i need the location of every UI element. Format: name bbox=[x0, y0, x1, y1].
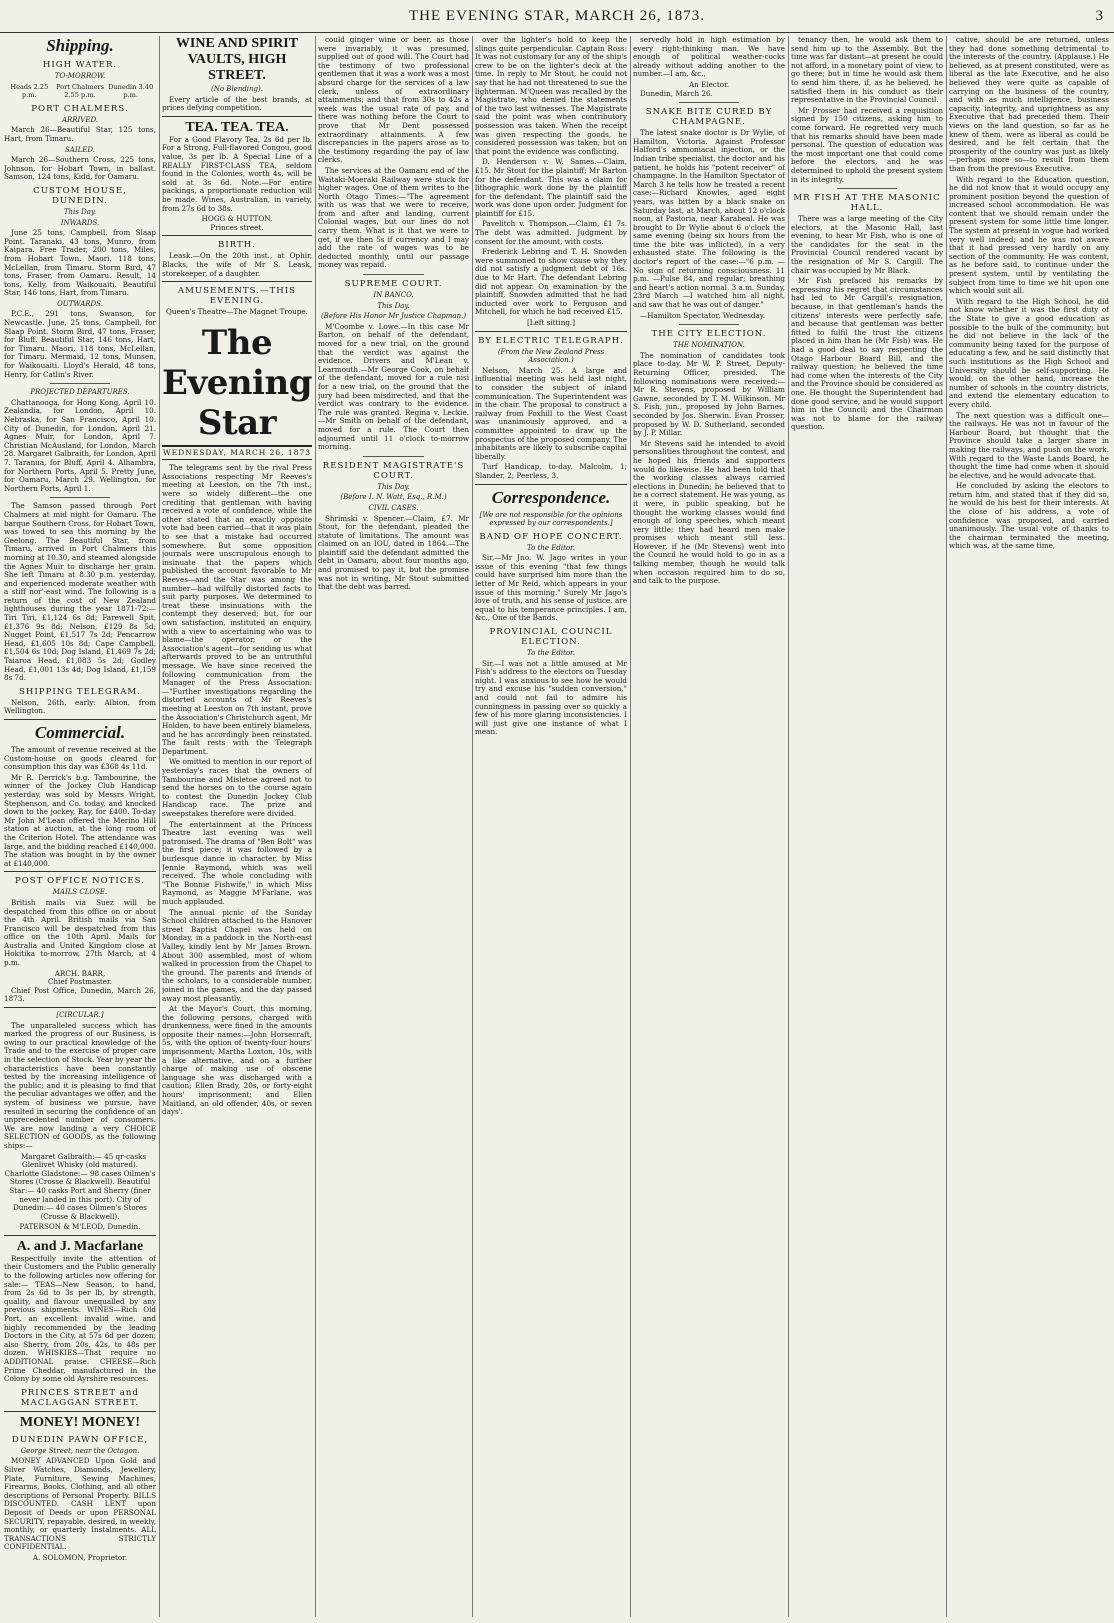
court-day: This Day. bbox=[377, 301, 410, 310]
leader-paragraph-3: The entertainment at the Princess Theatre last evening was well patronised. The drama of "Ben Bolt" was the first piece; it was followed by a burlesque dance in character, by Miss Jennie Raymond, which was well received. The whole concluding with "The Bonnie Fishwife," in which Miss Raymond, as Maggie M'Farlane, was much applauded. bbox=[162, 819, 312, 906]
electric-telegraph-text: Nelson, March 25. A large and influential meeting was held last night, to consider the subject of inland communication. The Superintendent was in the chair. The proposal to construct a railway from Foxhill to the West Coast was unanimously approved, and a committee appointed to draw up the prospectus of the proposed company. The inhabitants are likely to subscribe capital liberally. bbox=[475, 365, 627, 461]
provincial-election-text: Sir,—I was not a little amused at Mr Fish's address to the electors on Tuesday night. I was anxious to see how he would try and excuse his "sudden conversion," and could not fail to admire his cunningness in passing over so quickly a few of his more glaring inconsistencies. I will just give one instance of what I mean. bbox=[475, 658, 627, 737]
provincial-election-to: To the Editor. bbox=[527, 649, 575, 658]
band-of-hope-heading: BAND OF HOPE CONCERT. bbox=[479, 531, 623, 542]
macfarlane-text: Respectfully invite the attention of their Customers and the Public generally to the following articles now offering for sale:— TEAS—New Season, to hand, from 2s 6d to 3s per lb, by strength, quality, and flavour unequalled by any previous shipments. WINES—Rich Old Port, an excellent invalid wine, and highly recommended by the leading Doctors in the City, at 57s 6d per dozen; also Sherry, from 20s, 42s, to 48s per dozen. WHISKIES—That require no ADDITIONAL praise. CHEESE—Rich Prime Cheddar, manufactured in the Colony by some old Ayrshire resources. bbox=[4, 1253, 156, 1384]
pawn-office-proprietor: A. SOLOMON, Proprietor. bbox=[32, 1552, 128, 1562]
page-number: 3 bbox=[1095, 8, 1104, 24]
birth-heading: BIRTH. bbox=[218, 240, 256, 251]
column-5 bbox=[633, 36, 785, 1617]
correspondence-disclaimer: [We are not responsible for the opinions expressed by our correspondents.] bbox=[479, 510, 623, 528]
provincial-election-heading: PROVINCIAL COUNCIL ELECTION. bbox=[489, 627, 613, 648]
projected-heading: PROJECTED DEPARTURES. bbox=[30, 388, 130, 397]
tide-port: Port Chalmers 2.55 p.m. bbox=[55, 82, 105, 100]
commercial-heading: Commercial. bbox=[34, 723, 126, 742]
paterson-signature: PATERSON & M'LEOD, Dunedin. bbox=[19, 1222, 141, 1232]
snake-bite-heading: SNAKE BITE CURED BY CHAMPAGNE. bbox=[645, 107, 773, 128]
col4-text-2: D. Henderson v. W. Sames.—Claim, £15. Mr Stout for the plaintiff; Mr Barton for the defendant. This was a claim for lithographic work done by the plaintiff for the defendant. The plaintiff said the work was done upon order. Judgment for plaintiff for £15. bbox=[475, 157, 627, 218]
pawn-office-subhead: George Street, near the Octagon. bbox=[20, 1446, 140, 1455]
hogg-hutton: HOGG & HUTTON, bbox=[201, 214, 273, 224]
customs-heading: CUSTOM HOUSE, DUNEDIN. bbox=[33, 185, 127, 206]
in-banco-subhead: IN BANCO. bbox=[373, 291, 414, 300]
customs-subhead: This Day. bbox=[63, 207, 97, 216]
nomination-subhead: THE NOMINATION. bbox=[673, 341, 745, 350]
col3-text-1: could ginger wine or beer, as those were invariably, it was presumed, supplied out of good will. The Court had the testimony of two professional gentlemen that it was a work was a most absurd charge for the services of a law clerk, unless of extraordinary attainments; and that from 30s to 42s a week was the usual rate of pay, and there was nothing before the Court to prove that Mr Dent possessed extraordinary attainments. A few discrepancies in the papers arose as to the testimony regarding the pay of law clerks. bbox=[318, 36, 469, 165]
inwards-heading: INWARDS. bbox=[60, 218, 100, 227]
sailed-heading: SAILED. bbox=[65, 145, 95, 154]
correspondence-heading: Correspondence. bbox=[491, 487, 611, 507]
wine-vaults-subhead: (No Blending). bbox=[211, 85, 263, 93]
cargo-list: Margaret Galbraith:— 45 qr-casks Glenlivet Whisky (old matured). Charlotte Gladstone:— 98 cases Oilmen's Stores (Crosse & Blackwell). Beautiful Star:— 40 casks Port and Sherry (finer never landed in this port). City of Dunedin:— 40 cases Oilmen's Stores (Crosse & Blackwell). bbox=[4, 1151, 156, 1221]
rm-court-day: This Day. bbox=[377, 482, 410, 491]
telegram-heading: SHIPPING TELEGRAM. bbox=[19, 686, 141, 697]
column-3 bbox=[318, 36, 469, 1617]
outwards-text: P.C.E., 291 tons, Swanson, for Newcastle. June, 25 tons, Campbell, for Slaap Point. Storm Bird, 47 tons, Fraser, for Bluff. Beautiful Star, 146 tons, Hart, for Timaru. Maori, 118 tons, McLellan, for Timaru. Mermaid, 12 tons, Munsen, for Waikouaiti. Lloyd's Herald, 48 tons, Henry, for Catlin's River. bbox=[4, 309, 156, 379]
sailed-text: March 26—Southern Cross, 225 tons, Johnson, for Hobart Town, in ballast. Samson, 124 tons, Kidd, for Oamaru. bbox=[4, 155, 156, 182]
wine-vaults-heading: WINE AND SPIRIT VAULTS, HIGH STREET. bbox=[175, 36, 299, 83]
court-judge: (Before His Honor Mr Justice Chapman.) bbox=[320, 312, 467, 321]
high-water-heading: HIGH WATER. bbox=[42, 60, 118, 70]
col7-text-1: cative, should be are returned, unless they had done something detrimental to the interests of the country. (Applause.) He believed, as at present constituted, were as liberal as the late Executive, and he also believed they were quite as capable of carrying on the business of the country, and with as much intelligence, business capacity, integrity, and uprightness as any Executive that had preceded them. Their views on the land question, so far as he knew of them, were as liberal as could be desired, and he felt certain that the prosperity of the country was just as likely—perhaps more so—to result from them than from the previous Executive. bbox=[949, 36, 1109, 173]
projected-text: Chattanooga, for Hong Kong, April 10. Zealandia, for London, April 10. Nebraska, for San Francisco, April 10. City of Dunedin, for London, April 21. Agnes Muir, for London, April 7. Christian McAusland, for London, March 28. Margaret Galbraith, for London, April 7. Taranua, for Bluff, April 4. Alhambra, for Northern Ports, April 5. Pretty June, for Oamaru, March 29. Wellington, for Northern Ports, April 1. bbox=[4, 397, 156, 493]
post-office-place: Chief Post Office, Dunedin, March 26, 1873. bbox=[4, 985, 156, 1004]
postmaster-title: Chief Postmaster. bbox=[48, 977, 112, 987]
snake-bite-text: The latest snake doctor is Dr Wylie, of Hamilton, Victoria. Against Professor Halford's ammoniacal injection, or the Indian tribe specialist, the doctor and his patient, he holds his "potent receiver" of champagne. In the Hamilton Spectator of March 3 he tells how he treated a recent case:—Richard Knowles, aged eight years, was bitten by a black snake on Saturday last, at March, about 12 o'clock noon, at Pastoria, near Karabeal. He was brought to Dr Wylie about 6 o'clock the same evening (being six hours from the time the bite was inflicted), in a very exhausted state. The following is the doctor's report of the case:—"6 p.m. —No sign of returning consciousness. 11 p.m. —Pulse 84, and regular; breathing and heart's action normal. 3 a.m. Sunday, 23rd March —I watched him all night, and saw that he was out of danger." bbox=[633, 128, 785, 310]
civil-cases-heading: CIVIL CASES. bbox=[368, 503, 419, 512]
commercial-text-2: Mr R. Derrick's b.g. Tambourine, the winner of the Jockey Club Handicap yesterday, was sold by Messrs Wright, Stephenson, and Co. today, and knocked down to the jockey, Ray, for £400. To-day Mr John M'Lean offered the Merino Hill station at auction, at the long room of the Criterion Hotel. The attendance was large, and the bidding reached £140,000. The station was bought in by the owner at £140,000. bbox=[4, 772, 156, 868]
elector-signature: An Elector. bbox=[688, 79, 730, 89]
circular-text: The unparalleled success which has marked the progress of our Business, is owing to our practical knowledge of the Trade and to the exercise of proper care in the selection of Stock. Year by year the characteristics have been constantly tested by the increasing intelligence of the public; and it is pleasing to find that the peculiar advantages we offer, and the system of business we pursue, have resulted in securing the confidence of an unprecedented number of consumers. We are now landing a very CHOICE SELECTION of GOODS, as the following ships:— bbox=[4, 1020, 156, 1150]
pawn-office-heading: DUNEDIN PAWN OFFICE, bbox=[11, 1434, 149, 1445]
col7-text-3: With regard to the High School, he did not know whether it was the first duty of the State to give a good education as possible to the bulk of the community; but he did not believe in the lack of the community being taxed for the purpose of educating a few, and he said distinctly that such institutions as the High School and University should be self-supporting. He would, on the other hand, increase the number of schools in the country districts, and extend the elementary education to every child. bbox=[949, 296, 1109, 409]
arrived-text: March 26—Beautiful Star, 125 tons, Hart, from Timaru. bbox=[4, 125, 156, 143]
left-sitting: [Left sitting.] bbox=[526, 318, 576, 327]
col7-text-5: He concluded by asking the electors to return him, and stated that if they did so, he would do his best for their interests. At the close of his address, a vote of confidence was proposed, and carried unanimously. The usual vote of thanks to the chairman terminated the meeting, which was, at the same time, bbox=[949, 481, 1109, 551]
tea-heading: TEA. TEA. TEA. bbox=[185, 119, 289, 135]
col4-text-4: Frederick Lebring and T. H. Snowden were summoned to show cause why they did not satisfy a judgment debt of 16s. due to Mr Hart. The defendant Lebring did not appear. On examination by the plaintiff, Snowden admitted that he had inducted over work to Ferguson and Mitchell, for which he had received £15. bbox=[475, 247, 627, 317]
elector-date: Dunedin, March 26. bbox=[640, 88, 713, 98]
commercial-text-1: The amount of revenue received at the Custom-house on goods cleared for consumption this day was £368 4s 11d. bbox=[4, 745, 156, 772]
macfarlane-heading: A. and J. Macfarlane bbox=[16, 1238, 144, 1254]
tea-text: For a Good Flavory Tea, 2s 6d per lb. For a Strong, Full-flavored Congou, good value, 3s per lb. A Special Line of a REALLY FIRST-CLASS TEA, seldom found in the Colonies, worth 4s, will be sold at 3s 6d. Note.—For entire packings, a proportionate reduction will be made. Wines, Australian, in variety, from 27s 6d to 38s. bbox=[162, 134, 312, 213]
col7-text-2: With regard to the Education question, he did not know that it would occupy any prominent position beyond the question of increased school accommodation. He was content that we should remain under the present system for some little time longer. The system at present in vogue had worked very well indeed; and he was not aware that it had pressed very hardly on any section of the community. He was content, as he before said, to continue under the present system, until by ventilating the subject from time to time we hit upon one which would suit all. bbox=[949, 174, 1109, 296]
band-of-hope-text: Sir,—Mr Jno. W. Jago writes in your issue of this evening "that few things could have surprised him more than the letter of Mr Reid, which appears in your issue of this morning." Surely Mr Jago's love of truth, and his sense of justice, are equal to his temperance principles. I am, &c., One of the Bands. bbox=[475, 553, 627, 623]
electric-telegraph-text-2: Turf Handicap, to-day, Malcolm, 1; Slander, 2; Peerless, 3. bbox=[475, 462, 627, 480]
masonic-hall-heading: MR FISH AT THE MASONIC HALL. bbox=[793, 193, 941, 214]
supreme-court-text: M'Coombe v. Lowe.—In this case Mr Barton, on behalf of the defendant, moved for a new trial, on the ground that the verdict was against the evidence. Drivers and M'Lean v. Learmouth.—Mr George Cook, on behalf of the defendant, moved for a rule nisi for a new trial, on the ground that the jury had been misdirected, and that the verdict was contrary to the evidence. The rule was granted. Regina v. Leckie.—Mr Smith on behalf of the defendant, moved for a rule. The Court then adjourned until 11 o'clock to-morrow morning. bbox=[318, 321, 469, 452]
col6-text-1: tenancy then, he would ask them to send him up to the Assembly. But the time was far distant—at present he could not afford, in a monetary point of view, to go there; but in time he would ask them to send him there, if, as he believed, he satisfied them in his conduct as their representative in the Provincial Council. bbox=[791, 36, 943, 105]
shipping-heading: Shipping. bbox=[46, 36, 114, 55]
postmaster-name: ARCH. BARR, bbox=[54, 968, 106, 978]
tide-heads: Heads 2.25 p.m. bbox=[10, 82, 49, 100]
band-of-hope-to: To the Editor. bbox=[527, 543, 575, 552]
princes-street-heading: PRINCES STREET and MACLAGGAN STREET. bbox=[20, 1387, 140, 1408]
amusements-text: Queen's Theatre—The Magnet Troupe. bbox=[166, 307, 308, 317]
amusements-heading: AMUSEMENTS.—THIS EVENING. bbox=[177, 286, 297, 307]
shipping-notes: The Samson passed through Port Chalmers at mid night for Oamaru. The barque Southern Cross, for Hobart Town, was towed to sea this morning by the Geelong. The Beautiful Star, from Timaru, arrived in Port Chalmers this morning at 10.30, and steamed alongside the Agnes Muir to discharge her grain. She left Timaru at 8.30 p.m. yesterday, and experienced moderate weather with a stiff nor'-east wind. The following is a return of the cost of New Zealand lighthouses during the year 1871-72:—Tiri Tiri, £1,124 6s 8d; Farewell Spit, £1,376 9s 8d; Nelson, £129 8s 5d; Nugget Point, £1,517 7s 2d; Pencarrow Head, £1,605 10s 8d; Cape Campbell, £1,504 6s 10d; Dog Island, £1,469 7s 2d; Taiaroa Head, £1,083 5s 2d; Godley Head, £1,001 13s 4d; Dog Island, £1,159 8s 7d. bbox=[4, 501, 156, 683]
col7-text-4: The next question was a difficult one—the railways. He was not in favour of the Harbour Board, but thought that the Province should take a larger share in making the railways, and push on the work. With regard to the Waste Lands Board, he thought the time had come when it should be elective, and he would advocate that. bbox=[949, 410, 1109, 480]
birth-text: Leask.—On the 20th inst., at Ophir, Blacks, the wife of Mr S. Leask, storekeeper, of a daughter. bbox=[162, 251, 312, 278]
arrived-heading: ARRIVED. bbox=[61, 115, 99, 124]
col3-text-2: The services at the Oamaru end of the Waitaki-Moeraki Railway were stuck for higher wages. One of them writes to the North Otago Times:—"The agreement with us was that we were to receive, from and after and landing, current Colonial wages, but our lines do not carry them. What is it that we were to get, if we then 5s if currency and I may add the rate of wages was to be deducted monthly, until our passage money was repaid. bbox=[318, 165, 469, 270]
column-6 bbox=[791, 36, 943, 1617]
wine-vaults-text: Every article of the best brands, at prices defying competition. bbox=[162, 94, 312, 113]
electric-telegraph-heading: BY ELECTRIC TELEGRAPH. bbox=[478, 335, 624, 346]
leader-paragraph-2: We omitted to mention in our report of yesterday's races that the owners of Tambourine and Misletoe agreed not to send the horses on to the course again to contest the Dunedin Jockey Club Handicap race. The prize and sweepstakes therefore were divided. bbox=[162, 757, 312, 819]
tide-dunedin: Dunedin 3.40 p.m. bbox=[108, 82, 154, 100]
supreme-court-heading: SUPREME COURT. bbox=[344, 279, 443, 290]
hogg-hutton-address: Princes street. bbox=[210, 222, 264, 232]
leader-paragraph-5: At the Mayor's Court, this morning, the following persons, charged with drunkenness, were fined in the amounts opposite their names:—John Horsecraft, 5s, with the option of twenty-four hours' imprisonment; Martha Loxton, 10s, with a like alternative, and on a further charge of making use of obscene language she was discharged with a caution; Ellen Brady, 20s, or forty-eight hours' imprisonment; and Ellen Maitland, an old offender, 40s, or seven days'. bbox=[162, 1004, 312, 1117]
column-7 bbox=[949, 36, 1109, 1617]
mails-heading: MAILS CLOSE. bbox=[52, 888, 108, 897]
column-4 bbox=[475, 36, 627, 1617]
leader-paragraph-4: The annual picnic of the Sunday School children attached to the Hanover street Baptist Chapel was held on Monday, in a paddock in the North-east Valley, kindly lent by Mr James Brown. About 300 assembled, most of whom walked in procession from the Chapel to the ground. The parents and friends of the scholars, to a considerable number, joined in the games, and the day passed away most pleasantly. bbox=[162, 907, 312, 1003]
outwards-heading: OUTWARDS. bbox=[57, 299, 103, 308]
circular-heading: [CIRCULAR.] bbox=[56, 1011, 104, 1020]
leader-paragraph-1: The telegrams sent by the rival Press Associations respecting Mr Reeves's meeting at Leeston, on the 7th inst., were so widely different—the one crediting that gentleman with having received a vote of confidence, while the other stated that an exactly opposite vote had been carried—that it was plain to see that a mistake had occurred somewhere. But some opposition journals were unscrupulous enough to insinuate that the papers which published the account favorable to Mr Reeves—and the Star was among the number—had wilfully distorted facts to suit party purposes. We determined to treat these insinuations with the contempt they deserved; but, for our own satisfaction, instituted an enquiry, with a view to ascertaining who was to blame—the operator, or the Association's agent—for sending us what afterwards proved to be an untruthful message. We have since received the following communication from the Manager of the Press Association:—"Further investigations regarding the distorted accounts of Mr Reeves's meeting at Leeston on 7th instant, prove the Association's Christchurch agent, Mr Holden, to have been entirely blameless, and he has accordingly been reinstated. The fault rests with the Telegraph Department. bbox=[162, 463, 312, 756]
col5-text-1: servedly hold in high estimation by every right-thinking man. We have enough of political weather-cocks already without adding another to the number.—I am, &c., bbox=[633, 36, 785, 79]
high-water-subhead: TO-MORROW. bbox=[54, 72, 106, 80]
rm-court-text: Shrimski v. Spencer.—Claim, £7. Mr Stout, for the defendant, pleaded the statute of limitations. The amount was claimed on an IOU, dated in 1864.—The plaintiff said the defendant admitted the debt in Oamaru, about four months ago, and promised to pay it, but the promise was not in writing. Mr Stout submitted that the debt was barred. bbox=[318, 513, 469, 592]
snake-bite-source: —Hamilton Spectator, Wednesday. bbox=[640, 310, 766, 320]
newspaper-logo: The Evening Star bbox=[162, 322, 312, 443]
post-office-heading: POST OFFICE NOTICES. bbox=[15, 876, 145, 887]
masonic-hall-text-2: Mr Fish prefaced his remarks by expressing his regret that circumstances had led to Mr Cargill's resignation, because, in that gentleman's hands the citizens' interests were perfectly safe, and because that gentleman was better fitted to fulfil the trust the citizens placed in him than he (Mr Fish) was. He had a good deal to say respecting the Otago Harbour Board Bill, and the railway question; he believed the time had come when the interests of the City and the Province should be considered as one. He thought the Superintendent had done good service, and he would support him in the Council; and the Chairman was not to blame for the railway question. bbox=[791, 276, 943, 432]
masonic-hall-text: There was a large meeting of the City electors, at the Masonic Hall, last evening, to hear Mr Fish, who is one of the candidates for the seat in the Provincial Council rendered vacant by the resignation of Mr S. Cargill. The chair was occupied by Mr Black. bbox=[791, 214, 943, 275]
mails-text: British mails via Suez will be despatched from this office on or about the 4th April. British mails via San Francisco will be despatched from this office on the 10th April. Mails for Australia and United Kingdom close at Hokitika to-morrow, 27th March, at 4 p.m. bbox=[4, 897, 156, 968]
column-2 bbox=[162, 36, 312, 1617]
col4-text-3: Pavelitch v. Thompson.—Claim, £1 7s. The debt was admitted. Judgment by consent for the amount, with costs. bbox=[475, 219, 627, 246]
rm-court-heading: RESIDENT MAGISTRATE'S COURT. bbox=[322, 460, 465, 481]
column-1 bbox=[4, 36, 156, 1617]
inwards-text: June 25 tons, Campbell, from Slaap Point. Taranaki, 43 tons, Munro, from Kaipara. Free Trader, 200 tons, Miles, from Hobart Town. Maori, 118 tons, McLellan, from Timaru. Storm Bird, 47 tons, Fraser, from Oamaru. Result, 14 tons, Kelly, from Waikouaiti. Beautiful Star, 146 tons, Hart, from Timaru. bbox=[4, 228, 156, 298]
col6-text-2: Mr Prosser had received a requisition signed by 150 citizens, asking him to come forward. He regretted very much that his remarks should have been made personal. The question of education was the most important one that could come before the electors, and he was determined to uphold the present system in its integrity. bbox=[791, 105, 943, 184]
col4-text-1: over the lighter's hold to keep the slings quite perpendicular. Captain Ross: It was not customary for any of the ship's crew to be on the lighter's deck at the time. In reply to Mr Stout, he could not say that he had not threatened to sue the lighterman. M'Queen was recalled by the Magistrate, who denied the statements of the two last witnesses. The Magistrate said the point was when contributory possession was taken. When the receipt was given respecting the goods, he considered possession was taken; but on that point the evidence was conflicting. bbox=[475, 36, 627, 156]
electric-telegraph-subhead: (From the New Zealand Press Association.) bbox=[497, 347, 605, 365]
port-chalmers-heading: PORT CHALMERS. bbox=[31, 103, 129, 114]
city-election-text: The nomination of candidates took place to-day. Mr W. P. Street, Deputy-Returning Officer, presided. The following nominations were received:— Mr R. Stevens, proposed by William Gawne, seconded by T. M. Wilkinson. Mr S. Fish, jun., proposed by John Barnes, seconded by Jos. Sherwin. Evan Prosser, proposed by W. D. Sutherland, seconded by J. P. Millar. bbox=[633, 350, 785, 438]
telegram-text: Nelson, 26th, early: Albion, from Wellington. bbox=[4, 697, 156, 716]
page-masthead bbox=[0, 0, 1114, 33]
tides-table bbox=[4, 83, 156, 100]
city-election-text-2: Mr Stevens said he intended to avoid personalities throughout the contest, and he hoped his friends and supporters would do likewise. He had been told that the working classes always carried elections in Dunedin; he believed that to be a correct statement. He was young, as it were, in public speaking, but he thought the working classes would find enough of long speeches, which meant very little; they had heard men make promises which meant still less. However, if he (Mr Stevens) went into the Council he would hold to go in as a talking member, though he would talk when occasion required him to do so, and talk to the purpose. bbox=[633, 438, 785, 586]
pawn-office-text: MONEY ADVANCED Upon Gold and Silver Watches, Diamonds, Jewellery, Plate, Furniture, Sewing Machines, Firearms, Books, Clothing, and all other descriptions of Personal Property. BILLS DISCOUNTED. CASH LENT upon Deposit of Deeds or upon PERSONAL SECURITY, repayable, desired, in weekly, monthly, or quarterly Instalments. ALL TRANSACTIONS STRICTLY CONFIDENTIAL. bbox=[4, 1456, 156, 1552]
page-header-title: THE EVENING STAR, MARCH 26, 1873. bbox=[409, 8, 705, 24]
issue-dateline: WEDNESDAY, MARCH 26, 1873 bbox=[162, 445, 312, 461]
city-election-heading: THE CITY ELECTION. bbox=[651, 329, 767, 340]
money-heading: MONEY! MONEY! bbox=[19, 1414, 141, 1430]
rm-court-judge: (Before I. N. Watt, Esq., R.M.) bbox=[340, 493, 447, 502]
